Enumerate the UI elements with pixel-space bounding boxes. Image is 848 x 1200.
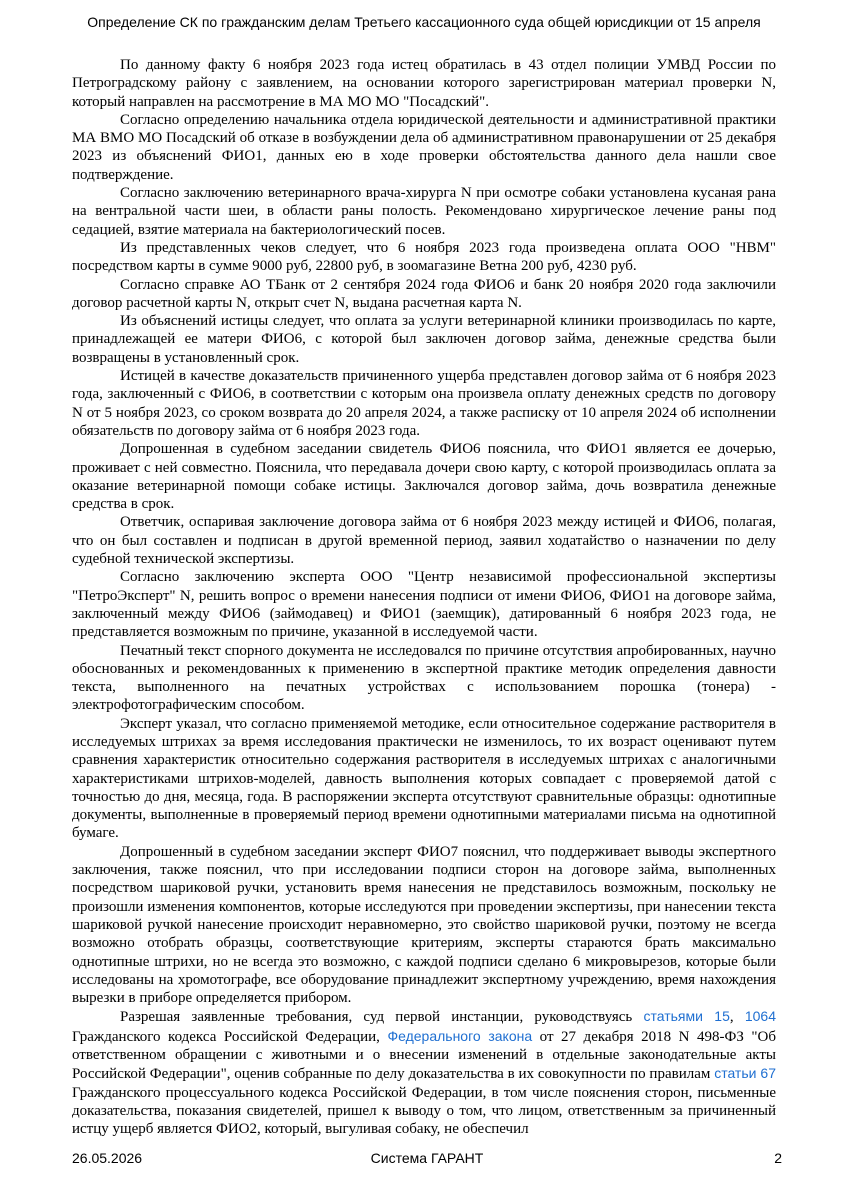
document-header: Определение СК по гражданским делам Третьего кассационного суда общей юрисдикции от 15 апреля [87, 14, 761, 30]
text-segment: Гражданского кодекса Российской Федерации, [72, 1028, 388, 1045]
paragraph-with-links [72, 1007, 776, 1138]
paragraph: Из объяснений истицы следует, что оплата за услуги ветеринарной клиники производилась по карте, принадлежащей ее матери ФИО6, с которой был заключен договор займа, денежные средства были возвращены в установленный срок. [72, 313, 776, 366]
text-segment: Разрешая заявленные требования, суд первой инстанции, руководствуясь [120, 1009, 644, 1026]
paragraph: Допрошенная в судебном заседании свидетель ФИО6 пояснила, что ФИО1 является ее дочерью, проживает с ней совместно. Пояснила, что передавала дочери свою карту, с которой производилась оплата за оказание ветеринарной помощи собаке истицы. Заключался договор займа, дочь возвратила денежные средства в срок. [72, 441, 776, 513]
text-segment: от 27 декабря 2018 N 498-ФЗ "Об ответственном обращении с животными и о внесении изменений в отдельные законодательные акты Российской Федерации", оценив собранные по делу доказательства в их совокупности по правилам [72, 1028, 776, 1083]
link-articles-15[interactable]: статьями 15 [643, 1008, 730, 1025]
footer-date: 26.05.2026 [72, 1150, 143, 1166]
text-segment: , [729, 1009, 745, 1026]
paragraph: Истицей в качестве доказательств причиненного ущерба представлен договор займа от 6 ноября 2023 года, заключенный с ФИО6, в соответствии с которым она произвела оплату денежных средств по договору N от 5 ноября 2023, со сроком возврата до 20 апреля 2024, а также расписку от 10 апреля 2024 об исполнении обязательств по договору займа от 6 ноября 2023 года. [72, 368, 776, 439]
paragraph: Эксперт указал, что согласно применяемой методике, если относительное содержание растворителя в исследуемых штрихах за время исследования практически не изменилось, то их возраст оценивают путем сравнения характеристик относительно содержания растворителя в исследуемых штрихах с аналогичными характеристиками штрихов-моделей, давность выполнения которых совпадает с проверяемой датой с точностью до дня, месяца, года. В распоряжении эксперта отсутствуют сравнительные образцы: однотипные документы, выполненные в проверяемый период времени однотипными материалами письма на однотипной бумаге. [72, 715, 776, 842]
paragraph: Согласно определению начальника отдела юридической деятельности и административной практики МА ВМО МО Посадский об отказе в возбуждении дела об административном правонарушении от 25 декабря 2023 из объяснений ФИО1, данных ею в ходе проверки обстоятельства данного дела нашли свое подтверждение. [72, 111, 776, 183]
paragraph: Согласно справке АО ТБанк от 2 сентября 2024 года ФИО6 и банк 20 ноября 2020 года заключили договор расчетной карты N, открыт счет N, выдана расчетная карта N. [72, 276, 776, 311]
link-article-67[interactable]: статьи 67 [714, 1065, 776, 1082]
paragraph: Из представленных чеков следует, что 6 ноября 2023 года произведена оплата ООО "НВМ" посредством карты в сумме 9000 руб, 22800 руб, в зоомагазине Ветна 200 руб, 4230 руб. [72, 239, 776, 275]
paragraph: По данному факту 6 ноября 2023 года истец обратилась в 43 отдел полиции УМВД России по Петроградскому району с заявлением, на основании которого зарегистрирован материал проверки N, который направлен на рассмотрение в МА МО МО "Посадский". [72, 57, 776, 110]
paragraph: Ответчик, оспаривая заключение договора займа от 6 ноября 2023 между истицей и ФИО6, полагая, что он был составлен и подписан в другой временной период, заявил ходатайство о назначении по делу судебной технической экспертизы. [72, 514, 776, 568]
page-number: 2 [774, 1150, 782, 1166]
document-body [72, 56, 776, 1139]
link-federal-law[interactable]: Федерального закона [387, 1027, 533, 1044]
link-article-1064[interactable]: 1064 [744, 1008, 777, 1025]
paragraph: Допрошенный в судебном заседании эксперт ФИО7 пояснил, что поддерживает выводы экспертного заключения, также пояснил, что при исследовании подписи сторон на договоре займа, выполненных посредством шариковой ручки, установить время нанесения не представилось возможным, поскольку не произошли изменения компонентов, которые исследуются при проведении экспертизы, при нанесении текста шариковой ручкой нанесение происходит неравномерно, это свойство шариковой ручки, поэтому не всегда возможно отобрать образцы, соответствующие критериям, эксперты стараются брать максимально однотипные штрихи, но не всегда это возможно, с каждой подписи сделано 6 микровырезов, которые были исследованы на хромотографе, все оборудование принадлежит экспертному учреждению, время нахождения вырезки в приборе определяется прибором. [72, 843, 776, 1007]
paragraph: Согласно заключению ветеринарного врача-хирурга N при осмотре собаки установлена кусаная рана на вентральной части шеи, в области раны полость. Рекомендовано хирургическое лечение раны под седацией, взятие материала на бактериологический посев. [72, 185, 776, 238]
text-segment: Гражданского процессуального кодекса Российской Федерации, в том числе пояснения сторон, письменные доказательства, показания свидетелей, пришел к выводу о том, что лицом, ответственным за причиненный истцу ущерб является ФИО2, который, выгуливая собаку, не обеспечил [72, 1084, 776, 1138]
paragraph: Согласно заключению эксперта ООО "Центр независимой профессиональной экспертизы "ПетроЭксперт" N, решить вопрос о времени нанесения подписи от имени ФИО6, ФИО1 на договоре займа, заключенный между ФИО6 (займодавец) и ФИО1 (заемщик), датированный 6 ноября 2023 года, не представляется возможным по причине, указанной в исследуемой части. [72, 569, 776, 641]
footer-system-name: Система ГАРАНТ [370, 1150, 484, 1166]
paragraph: Печатный текст спорного документа не исследовался по причине отсутствия апробированных, научно обоснованных и рекомендованных к применению в экспертной практике методик определения давности текста, выполненного на печатных устройствах с использованием порошка (тонера) - электрофотографическим способом. [72, 642, 776, 714]
